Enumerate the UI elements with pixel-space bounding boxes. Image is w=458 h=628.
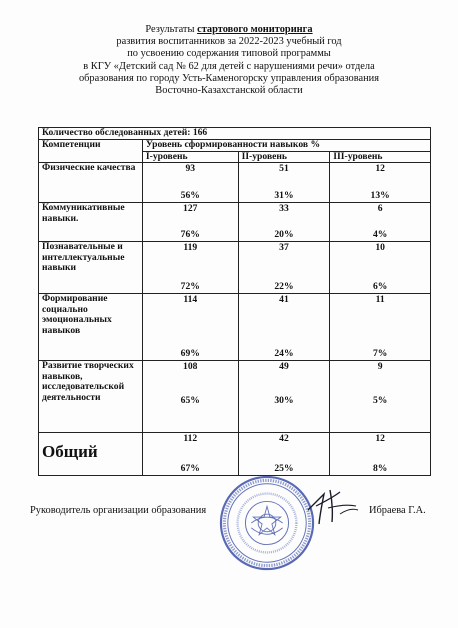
level-3-cell [330, 242, 431, 294]
level-3-count: 10 [375, 242, 385, 254]
level-1-count: 119 [183, 242, 198, 254]
competencies-header: Компетенции [39, 140, 143, 163]
table-row [39, 203, 431, 242]
level-2-count: 51 [279, 163, 289, 175]
level-1-percent: 69% [180, 347, 200, 359]
level-header: Уровень сформированности навыков % [142, 140, 430, 152]
level-1-count: 108 [183, 361, 198, 373]
level-2-cell [238, 203, 330, 242]
competency-name: Познавательные и интеллектуальные навыки [39, 242, 143, 294]
header-line-4: в КГУ «Детский сад № 62 для детей с нарушениями речи» отдела [83, 60, 375, 72]
level-3-count: 6 [377, 203, 383, 215]
total-label: Общий [39, 433, 143, 476]
table-row [39, 294, 431, 361]
table-row [39, 242, 431, 294]
header-monitoring-title: стартового мониторинга [197, 24, 313, 35]
level-1-cell [142, 361, 238, 433]
level-3-count: 12 [375, 433, 385, 445]
level-2-cell [238, 294, 330, 361]
level-1-cell [142, 433, 238, 476]
document-header [40, 24, 418, 97]
level-3-cell [330, 361, 431, 433]
header-line-5: образования по городу Усть-Каменогорску управления образования [78, 72, 380, 84]
level-3-count: 11 [375, 294, 385, 306]
level-3-header: III-уровень [330, 151, 431, 163]
level-2-count: 37 [279, 242, 289, 254]
header-line-3: по усвоению содержания типовой программы [127, 48, 331, 60]
level-3-count: 9 [377, 361, 383, 373]
level-2-cell [238, 242, 330, 294]
level-2-cell [238, 433, 330, 476]
level-2-count: 49 [279, 361, 289, 373]
header-line-6: Восточно-Казахстанской области [155, 85, 303, 97]
level-3-cell [330, 294, 431, 361]
level-1-percent: 72% [180, 280, 200, 292]
competency-name: Коммуникативные навыки. [39, 203, 143, 242]
level-1-count: 93 [185, 163, 196, 175]
level-2-percent: 31% [274, 189, 294, 201]
level-3-percent: 6% [372, 280, 388, 292]
signatory-position: Руководитель организации образования [30, 505, 207, 516]
handwritten-signature [302, 484, 362, 528]
level-2-percent: 25% [274, 462, 294, 474]
level-1-header: I-уровень [142, 151, 238, 163]
level-1-percent: 67% [180, 462, 200, 474]
header-line-2: развития воспитанников за 2022-2023 учебный год [116, 36, 342, 48]
level-2-count: 42 [279, 433, 289, 445]
count-row [39, 128, 431, 140]
table-row [39, 163, 431, 203]
level-3-percent: 7% [372, 347, 388, 359]
competency-name: Физические качества [39, 163, 143, 203]
level-3-percent: 5% [372, 394, 388, 406]
level-1-count: 127 [183, 203, 198, 215]
level-1-cell [142, 294, 238, 361]
level-2-percent: 22% [274, 280, 294, 292]
level-1-cell [142, 203, 238, 242]
level-2-percent: 20% [274, 228, 294, 240]
level-2-count: 33 [279, 203, 289, 215]
level-3-cell [330, 203, 431, 242]
total-row [39, 433, 431, 476]
level-3-cell [330, 163, 431, 203]
level-3-cell [330, 433, 431, 476]
level-1-count: 112 [183, 433, 198, 445]
table-row [39, 361, 431, 433]
level-3-percent: 13% [370, 189, 390, 201]
level-1-percent: 56% [180, 189, 200, 201]
signatory-name: Ибраева Г.А. [369, 505, 426, 516]
children-count-cell: Количество обследованных детей: 166 [39, 128, 431, 140]
level-1-cell [142, 163, 238, 203]
level-2-header: II-уровень [238, 151, 330, 163]
competency-name: Развитие творческих навыков, исследовательской деятельности [39, 361, 143, 433]
level-1-percent: 76% [180, 228, 200, 240]
competency-name: Формирование социально эмоциональных навыков [39, 294, 143, 361]
level-3-percent: 4% [372, 228, 388, 240]
level-1-percent: 65% [180, 394, 200, 406]
level-2-percent: 30% [274, 394, 294, 406]
header-row [39, 140, 431, 152]
level-2-percent: 24% [274, 347, 294, 359]
level-2-count: 41 [279, 294, 289, 306]
level-3-count: 12 [375, 163, 385, 175]
level-1-count: 114 [183, 294, 198, 306]
header-results-word: Результаты [145, 24, 195, 35]
level-2-cell [238, 163, 330, 203]
header-line-1 [40, 24, 418, 36]
level-2-cell [238, 361, 330, 433]
level-1-cell [142, 242, 238, 294]
monitoring-table [38, 127, 431, 476]
level-3-percent: 8% [372, 462, 388, 474]
